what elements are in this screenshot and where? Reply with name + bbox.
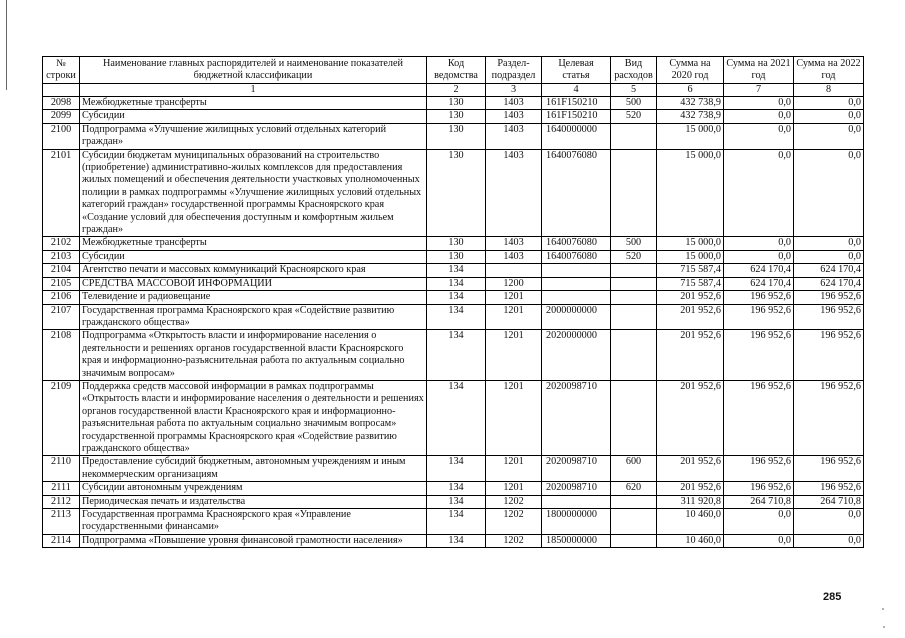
sum-2020-cell: 201 952,6 <box>657 330 724 381</box>
dept-code-cell: 130 <box>427 97 486 110</box>
name-cell: Поддержка средств массовой информации в рамках подпрограммы «Открытость власти и информирование населения о деятельности и решениях органов государственной власти Красноярского края и информационно-разъяснительная работа по актуальным социально значимым вопросам» государственной программы Красноярского края «Содействие развитию гражданского общества» <box>80 380 427 455</box>
header-name: Наименование главных распорядителей и наименование показателей бюджетной классификации <box>80 57 427 84</box>
sum-2022-cell: 624 170,4 <box>794 277 864 290</box>
row-number-cell: 2102 <box>43 237 80 250</box>
sum-2021-cell: 196 952,6 <box>724 482 794 495</box>
target-cell: 1640076080 <box>542 237 611 250</box>
table-row <box>43 237 864 250</box>
dept-code-cell: 134 <box>427 330 486 381</box>
name-cell: Агентство печати и массовых коммуникаций Красноярского края <box>80 264 427 277</box>
exp-type-cell: 500 <box>611 97 657 110</box>
sum-2020-cell: 715 587,4 <box>657 264 724 277</box>
sum-2021-cell: 196 952,6 <box>724 380 794 455</box>
row-number-cell: 2105 <box>43 277 80 290</box>
table-row <box>43 264 864 277</box>
sum-2021-cell: 196 952,6 <box>724 456 794 482</box>
scan-speck <box>882 608 884 610</box>
exp-type-cell <box>611 304 657 330</box>
sum-2022-cell: 196 952,6 <box>794 330 864 381</box>
exp-type-cell <box>611 291 657 304</box>
sum-2022-cell: 0,0 <box>794 237 864 250</box>
sum-2021-cell: 624 170,4 <box>724 264 794 277</box>
column-number <box>43 84 80 97</box>
sum-2021-cell: 0,0 <box>724 123 794 149</box>
section-cell: 1201 <box>486 456 542 482</box>
sum-2021-cell: 264 710,8 <box>724 495 794 508</box>
sum-2021-cell: 0,0 <box>724 534 794 547</box>
table-row <box>43 509 864 535</box>
row-number-cell: 2113 <box>43 509 80 535</box>
row-number-cell: 2104 <box>43 264 80 277</box>
target-cell: 1800000000 <box>542 509 611 535</box>
table-row <box>43 380 864 455</box>
column-number: 6 <box>657 84 724 97</box>
name-cell: Субсидии бюджетам муниципальных образований на строительство (приобретение) административно-жилых комплексов для предоставления жилых помещений и обеспечения деятельности участковых уполномоченных полиции в рамках подпрограммы «Улучшение жилищных условий отдельных категорий граждан» государственной программы Красноярского края «Создание условий для обеспечения доступным и комфортным жильем граждан» <box>80 149 427 237</box>
header-row-no: № строки <box>43 57 80 84</box>
dept-code-cell: 134 <box>427 304 486 330</box>
sum-2022-cell: 196 952,6 <box>794 482 864 495</box>
sum-2021-cell: 0,0 <box>724 509 794 535</box>
sum-2021-cell: 624 170,4 <box>724 277 794 290</box>
header-section: Раздел-подраздел <box>486 57 542 84</box>
table-body <box>43 97 864 548</box>
target-cell: 1640076080 <box>542 149 611 237</box>
row-number-cell: 2101 <box>43 149 80 237</box>
section-cell: 1201 <box>486 291 542 304</box>
exp-type-cell <box>611 264 657 277</box>
section-cell: 1202 <box>486 509 542 535</box>
row-number-cell: 2098 <box>43 97 80 110</box>
sum-2021-cell: 196 952,6 <box>724 304 794 330</box>
section-cell: 1201 <box>486 330 542 381</box>
exp-type-cell <box>611 495 657 508</box>
row-number-cell: 2099 <box>43 110 80 123</box>
header-exp-type: Вид расходов <box>611 57 657 84</box>
sum-2022-cell: 0,0 <box>794 110 864 123</box>
sum-2020-cell: 15 000,0 <box>657 123 724 149</box>
section-cell: 1403 <box>486 149 542 237</box>
name-cell: Предоставление субсидий бюджетным, автономным учреждениям и иным некоммерческим организациям <box>80 456 427 482</box>
dept-code-cell: 134 <box>427 534 486 547</box>
column-number: 4 <box>542 84 611 97</box>
target-cell: 2020000000 <box>542 330 611 381</box>
table-row <box>43 250 864 263</box>
target-cell: 2020098710 <box>542 380 611 455</box>
sum-2022-cell: 196 952,6 <box>794 456 864 482</box>
sum-2022-cell: 264 710,8 <box>794 495 864 508</box>
section-cell: 1201 <box>486 482 542 495</box>
exp-type-cell <box>611 380 657 455</box>
section-cell: 1201 <box>486 304 542 330</box>
sum-2022-cell: 0,0 <box>794 250 864 263</box>
target-cell <box>542 495 611 508</box>
row-number-cell: 2109 <box>43 380 80 455</box>
sum-2022-cell: 0,0 <box>794 509 864 535</box>
sum-2022-cell: 0,0 <box>794 149 864 237</box>
name-cell: Телевидение и радиовещание <box>80 291 427 304</box>
name-cell: СРЕДСТВА МАССОВОЙ ИНФОРМАЦИИ <box>80 277 427 290</box>
column-number: 7 <box>724 84 794 97</box>
sum-2020-cell: 201 952,6 <box>657 456 724 482</box>
budget-table <box>42 56 864 548</box>
sum-2020-cell: 201 952,6 <box>657 482 724 495</box>
column-number: 5 <box>611 84 657 97</box>
sum-2020-cell: 15 000,0 <box>657 237 724 250</box>
dept-code-cell: 134 <box>427 495 486 508</box>
exp-type-cell <box>611 534 657 547</box>
sum-2022-cell: 0,0 <box>794 97 864 110</box>
sum-2020-cell: 432 738,9 <box>657 110 724 123</box>
target-cell: 1640076080 <box>542 250 611 263</box>
name-cell: Государственная программа Красноярского края «Управление государственными финансами» <box>80 509 427 535</box>
target-cell: 2020098710 <box>542 456 611 482</box>
name-cell: Периодическая печать и издательства <box>80 495 427 508</box>
column-number: 2 <box>427 84 486 97</box>
name-cell: Субсидии <box>80 110 427 123</box>
row-number-cell: 2107 <box>43 304 80 330</box>
sum-2022-cell: 624 170,4 <box>794 264 864 277</box>
sum-2022-cell: 0,0 <box>794 534 864 547</box>
header-dept-code: Код ведомства <box>427 57 486 84</box>
target-cell: 2020098710 <box>542 482 611 495</box>
name-cell: Государственная программа Красноярского края «Содействие развитию гражданского общества» <box>80 304 427 330</box>
exp-type-cell: 620 <box>611 482 657 495</box>
row-number-cell: 2103 <box>43 250 80 263</box>
dept-code-cell: 130 <box>427 110 486 123</box>
section-cell: 1200 <box>486 277 542 290</box>
sum-2020-cell: 10 460,0 <box>657 534 724 547</box>
page-number: 285 <box>823 591 842 603</box>
column-number: 1 <box>80 84 427 97</box>
sum-2022-cell: 196 952,6 <box>794 291 864 304</box>
sum-2021-cell: 0,0 <box>724 110 794 123</box>
section-cell: 1403 <box>486 110 542 123</box>
sum-2022-cell: 196 952,6 <box>794 304 864 330</box>
dept-code-cell: 134 <box>427 380 486 455</box>
sum-2020-cell: 715 587,4 <box>657 277 724 290</box>
target-cell: 161F150210 <box>542 97 611 110</box>
table-row <box>43 123 864 149</box>
exp-type-cell <box>611 277 657 290</box>
target-cell <box>542 264 611 277</box>
name-cell: Межбюджетные трансферты <box>80 237 427 250</box>
exp-type-cell: 520 <box>611 110 657 123</box>
table-header-row <box>43 57 864 84</box>
table-row <box>43 277 864 290</box>
section-cell: 1201 <box>486 380 542 455</box>
sum-2022-cell: 0,0 <box>794 123 864 149</box>
row-number-cell: 2112 <box>43 495 80 508</box>
exp-type-cell: 600 <box>611 456 657 482</box>
target-cell <box>542 291 611 304</box>
exp-type-cell <box>611 330 657 381</box>
name-cell: Межбюджетные трансферты <box>80 97 427 110</box>
sum-2020-cell: 15 000,0 <box>657 149 724 237</box>
exp-type-cell: 500 <box>611 237 657 250</box>
sum-2021-cell: 0,0 <box>724 250 794 263</box>
scan-edge-line <box>6 0 7 90</box>
target-cell: 161F150210 <box>542 110 611 123</box>
row-number-cell: 2111 <box>43 482 80 495</box>
exp-type-cell <box>611 509 657 535</box>
name-cell: Подпрограмма «Улучшение жилищных условий отдельных категорий граждан» <box>80 123 427 149</box>
row-number-cell: 2114 <box>43 534 80 547</box>
dept-code-cell: 130 <box>427 123 486 149</box>
dept-code-cell: 130 <box>427 149 486 237</box>
header-sum-2021: Сумма на 2021 год <box>724 57 794 84</box>
exp-type-cell <box>611 149 657 237</box>
dept-code-cell: 134 <box>427 456 486 482</box>
sum-2020-cell: 15 000,0 <box>657 250 724 263</box>
section-cell: 1202 <box>486 534 542 547</box>
name-cell: Подпрограмма «Повышение уровня финансовой грамотности населения» <box>80 534 427 547</box>
table-row <box>43 149 864 237</box>
table-row <box>43 534 864 547</box>
exp-type-cell <box>611 123 657 149</box>
target-cell: 2000000000 <box>542 304 611 330</box>
target-cell: 1640000000 <box>542 123 611 149</box>
name-cell: Субсидии <box>80 250 427 263</box>
sum-2020-cell: 432 738,9 <box>657 97 724 110</box>
table-row <box>43 330 864 381</box>
target-cell <box>542 277 611 290</box>
table-row <box>43 304 864 330</box>
row-number-cell: 2108 <box>43 330 80 381</box>
section-cell: 1403 <box>486 250 542 263</box>
row-number-cell: 2100 <box>43 123 80 149</box>
sum-2020-cell: 10 460,0 <box>657 509 724 535</box>
dept-code-cell: 134 <box>427 291 486 304</box>
sum-2020-cell: 311 920,8 <box>657 495 724 508</box>
header-sum-2022: Сумма на 2022 год <box>794 57 864 84</box>
column-number: 8 <box>794 84 864 97</box>
sum-2021-cell: 196 952,6 <box>724 330 794 381</box>
column-number: 3 <box>486 84 542 97</box>
row-number-cell: 2106 <box>43 291 80 304</box>
dept-code-cell: 134 <box>427 277 486 290</box>
sum-2021-cell: 0,0 <box>724 237 794 250</box>
dept-code-cell: 130 <box>427 237 486 250</box>
header-sum-2020: Сумма на 2020 год <box>657 57 724 84</box>
scan-speck <box>883 626 885 628</box>
table-row <box>43 482 864 495</box>
name-cell: Субсидии автономным учреждениям <box>80 482 427 495</box>
sum-2020-cell: 201 952,6 <box>657 304 724 330</box>
name-cell: Подпрограмма «Открытость власти и информирование населения о деятельности и решениях органов государственной власти Красноярского края и информационно-разъяснительная работа по актуальным социально значимым вопросам» <box>80 330 427 381</box>
target-cell: 1850000000 <box>542 534 611 547</box>
table-row <box>43 291 864 304</box>
section-cell: 1403 <box>486 237 542 250</box>
table-row <box>43 495 864 508</box>
sum-2021-cell: 0,0 <box>724 149 794 237</box>
table-row <box>43 97 864 110</box>
dept-code-cell: 134 <box>427 509 486 535</box>
section-cell: 1202 <box>486 495 542 508</box>
exp-type-cell: 520 <box>611 250 657 263</box>
section-cell <box>486 264 542 277</box>
sum-2021-cell: 196 952,6 <box>724 291 794 304</box>
header-target: Целевая статья <box>542 57 611 84</box>
dept-code-cell: 130 <box>427 250 486 263</box>
row-number-cell: 2110 <box>43 456 80 482</box>
dept-code-cell: 134 <box>427 264 486 277</box>
table-row <box>43 456 864 482</box>
section-cell: 1403 <box>486 123 542 149</box>
column-numbers-row <box>43 84 864 97</box>
sum-2020-cell: 201 952,6 <box>657 380 724 455</box>
section-cell: 1403 <box>486 97 542 110</box>
sum-2020-cell: 201 952,6 <box>657 291 724 304</box>
sum-2022-cell: 196 952,6 <box>794 380 864 455</box>
dept-code-cell: 134 <box>427 482 486 495</box>
table-row <box>43 110 864 123</box>
sum-2021-cell: 0,0 <box>724 97 794 110</box>
